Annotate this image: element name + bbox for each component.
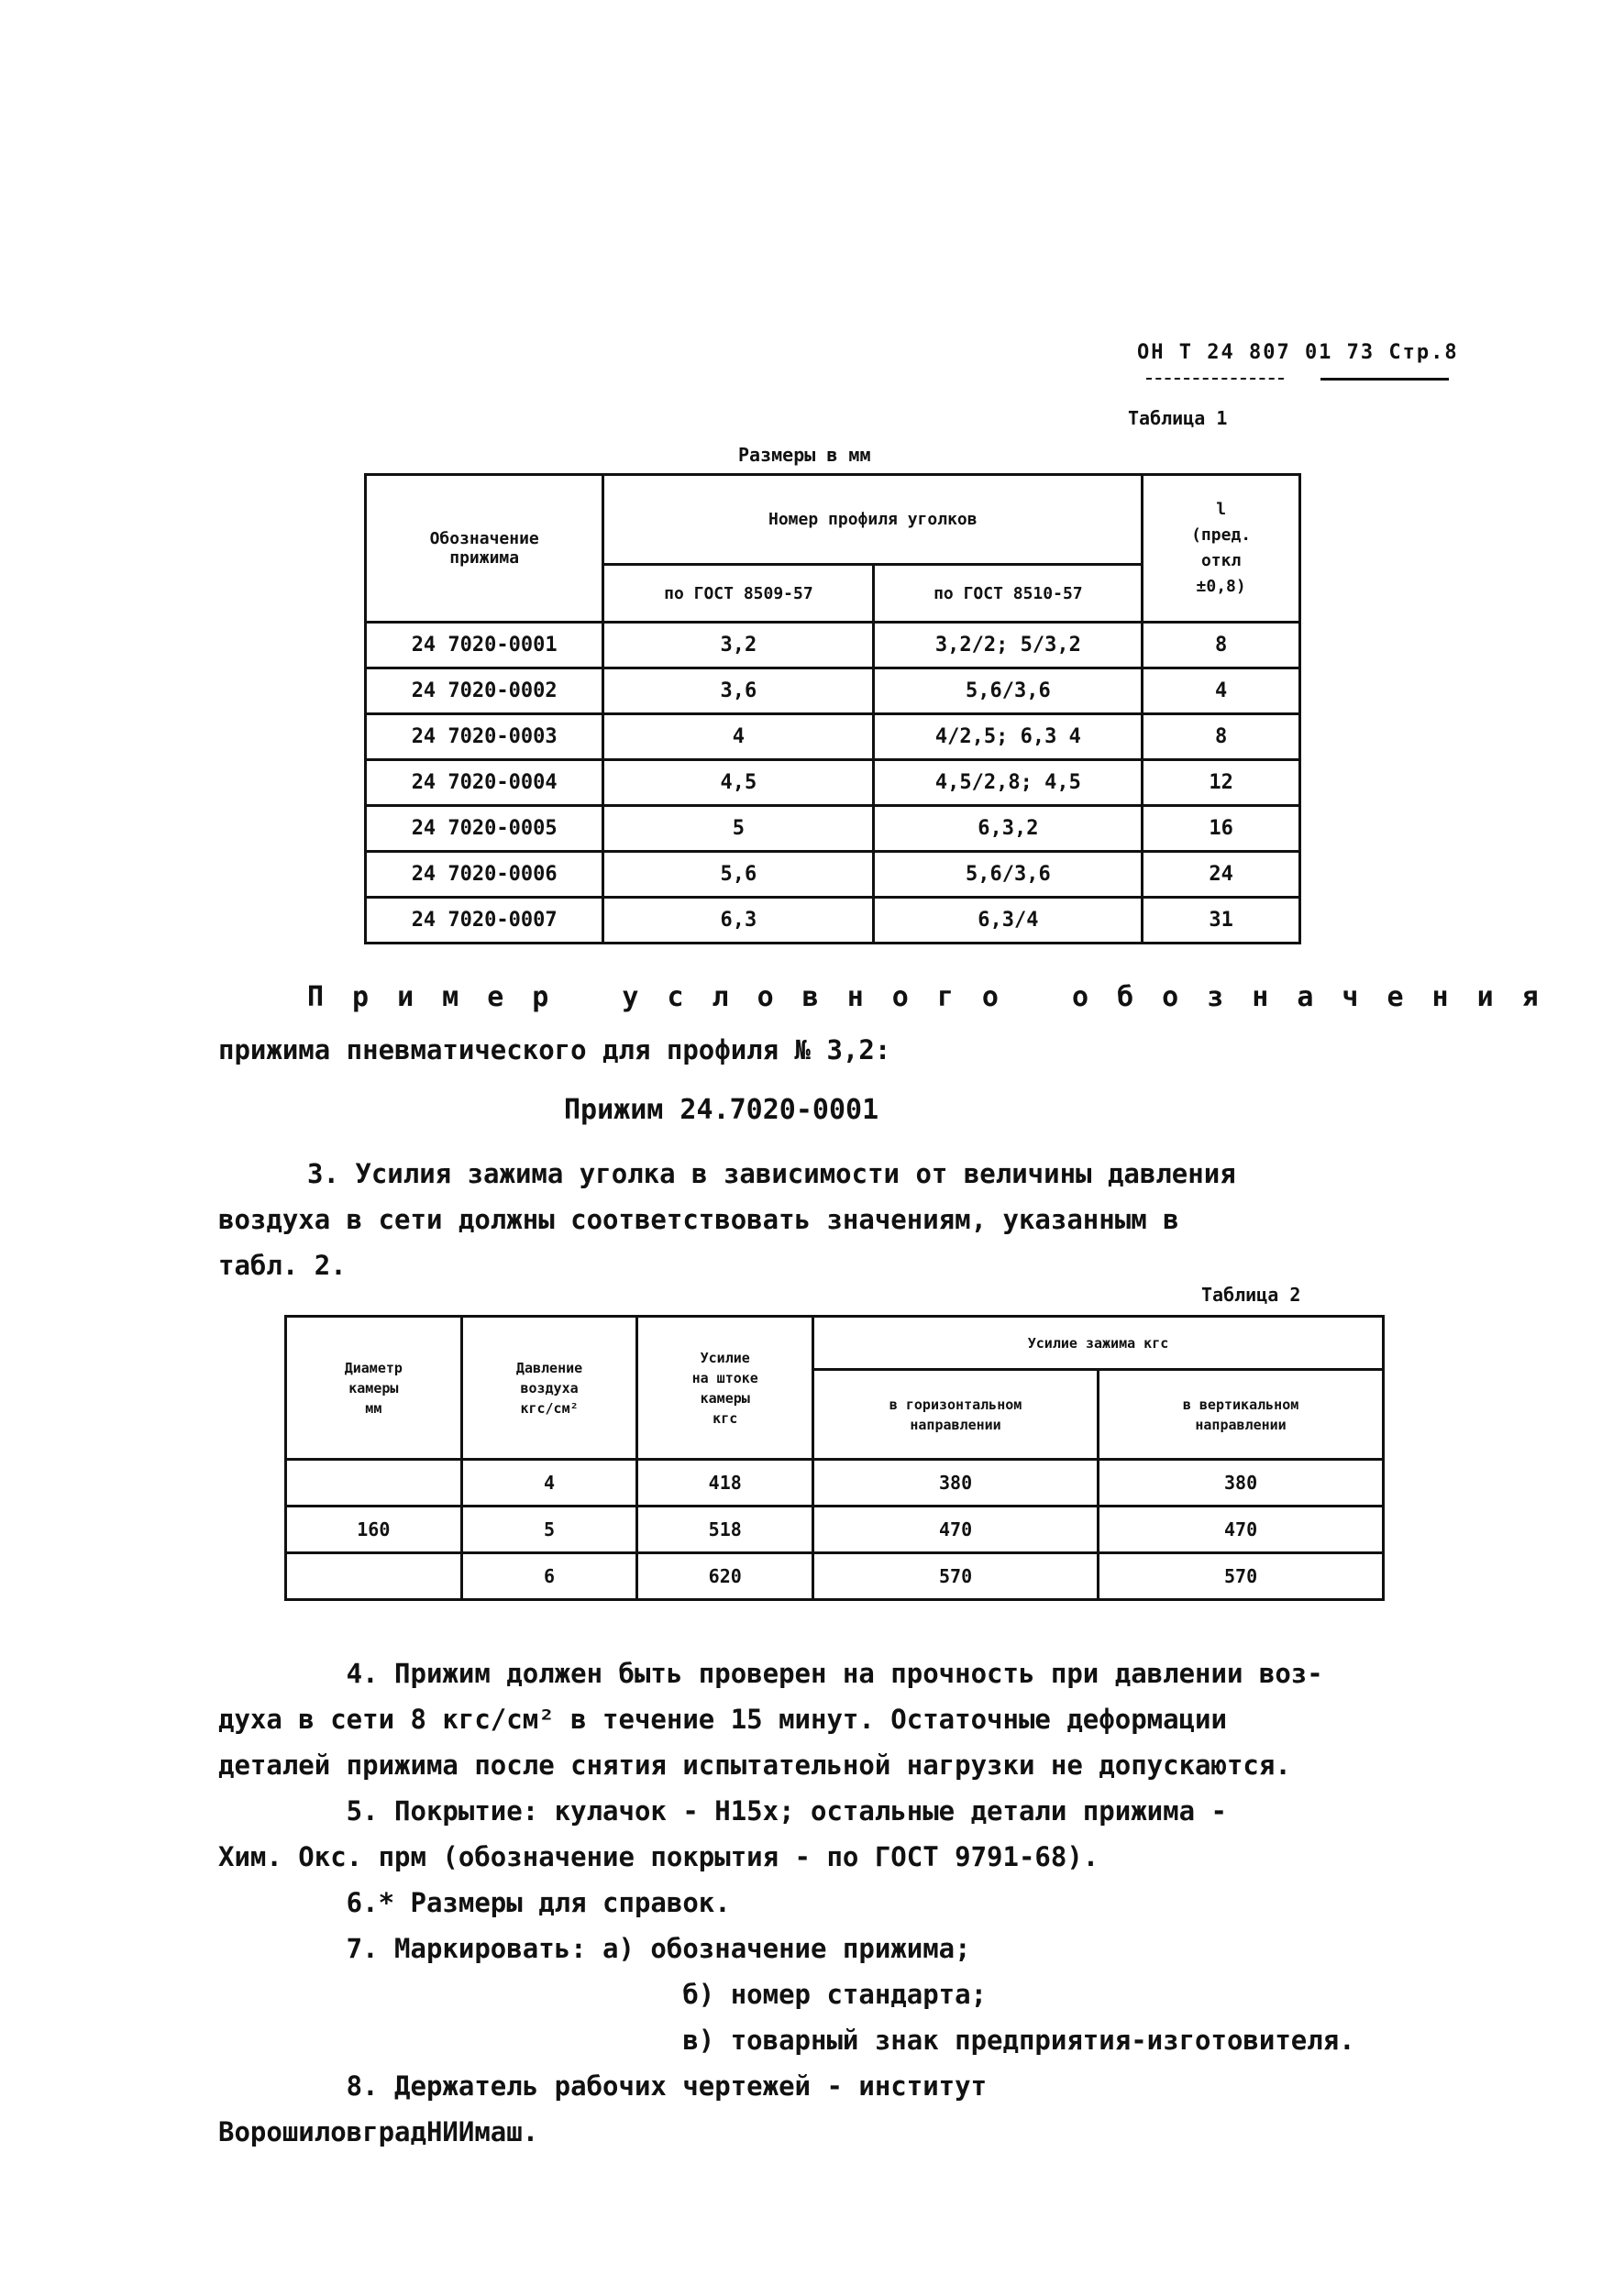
- example-line: прижима пневматического для профиля № 3,2:: [218, 1034, 891, 1065]
- table2-cell: 570: [813, 1553, 1099, 1600]
- table1-cell: 24 7020-0004: [366, 760, 603, 806]
- para-line: деталей прижима после снятия испытательной нагрузки не допускаются.: [218, 1750, 1291, 1781]
- para3-line3: табл. 2.: [218, 1250, 347, 1281]
- table-row: [366, 898, 1300, 944]
- table2-header-diameter: Диаметр камеры мм: [286, 1317, 462, 1460]
- table1-header-gost8510: по ГОСТ 8510-57: [874, 565, 1143, 623]
- table1-cell: 24: [1143, 852, 1300, 898]
- table2-cell: [286, 1460, 462, 1507]
- table1-cell: 6,3: [603, 898, 874, 944]
- example-heading: Пример условного обозначения: [307, 981, 1567, 1013]
- table1-header-l: l (пред. откл ±0,8): [1143, 475, 1300, 623]
- table2-cell: 380: [813, 1460, 1099, 1507]
- para3-line2: воздуха в сети должны соответствовать значениям, указанным в: [218, 1204, 1179, 1235]
- para-line: в) товарный знак предприятия-изготовителя.: [218, 2025, 1355, 2056]
- table1-cell: 24 7020-0005: [366, 806, 603, 852]
- table1-cell: 8: [1143, 623, 1300, 668]
- table1-cell: 3,2: [603, 623, 874, 668]
- header-underline: [1146, 378, 1284, 380]
- table2-header-pressure: Давление воздуха кгс/см²: [461, 1317, 637, 1460]
- table2-cell: 470: [1099, 1507, 1384, 1553]
- table2-cell: 470: [813, 1507, 1099, 1553]
- table-row: [366, 806, 1300, 852]
- table1-cell: 8: [1143, 714, 1300, 760]
- table1-cell: 31: [1143, 898, 1300, 944]
- table2-header-horizontal: в горизонтальном направлении: [813, 1370, 1099, 1460]
- table1-header-designation: Обозначение прижима: [366, 475, 603, 623]
- table1: [364, 473, 1301, 944]
- table2-cell: 380: [1099, 1460, 1384, 1507]
- table1-cell: 5: [603, 806, 874, 852]
- table1-cell: 24 7020-0006: [366, 852, 603, 898]
- header-underline-page: [1320, 378, 1449, 381]
- table1-caption: Таблица 1: [1128, 407, 1228, 429]
- table1-cell: 3,2/2; 5/3,2: [874, 623, 1143, 668]
- table1-cell: 4,5: [603, 760, 874, 806]
- table2-caption: Таблица 2: [1201, 1284, 1301, 1306]
- table-row: [286, 1460, 1384, 1507]
- para-line: ВорошиловградНИИмаш.: [218, 2116, 539, 2147]
- table2-cell: 418: [637, 1460, 813, 1507]
- para-line: 7. Маркировать: а) обозначение прижима;: [218, 1933, 971, 1964]
- table1-cell: 5,6/3,6: [874, 852, 1143, 898]
- table1-header-gost8509: по ГОСТ 8509-57: [603, 565, 874, 623]
- table1-cell: 6,3,2: [874, 806, 1143, 852]
- table1-header-profile: Номер профиля уголков: [603, 475, 1143, 565]
- table-row: [286, 1507, 1384, 1553]
- table1-cell: 4: [1143, 668, 1300, 714]
- table1-cell: 24 7020-0002: [366, 668, 603, 714]
- para-line: духа в сети 8 кгс/см² в течение 15 минут. Остаточные деформации: [218, 1704, 1227, 1735]
- para-line: 5. Покрытие: кулачок - Н15х; остальные детали прижима -: [218, 1795, 1227, 1827]
- table2-header-clamp: Усилие зажима кгс: [813, 1317, 1384, 1370]
- table1-cell: 24 7020-0001: [366, 623, 603, 668]
- table1-units: Размеры в мм: [738, 444, 871, 466]
- table2-cell: 4: [461, 1460, 637, 1507]
- table2-cell: 518: [637, 1507, 813, 1553]
- document-code: ОН Т 24 807 01 73 Стр.8: [1137, 341, 1459, 364]
- table-row: [286, 1553, 1384, 1600]
- table2-cell: 160: [286, 1507, 462, 1553]
- para3-line1: 3. Усилия зажима уголка в зависимости от величины давления: [307, 1158, 1236, 1189]
- para-line: Хим. Окс. прм (обозначение покрытия - по ГОСТ 9791-68).: [218, 1841, 1099, 1872]
- table1-cell: 24 7020-0003: [366, 714, 603, 760]
- table-row: [366, 623, 1300, 668]
- table1-cell: 3,6: [603, 668, 874, 714]
- table-row: [366, 852, 1300, 898]
- table2-header-force: Усилие на штоке камеры кгс: [637, 1317, 813, 1460]
- table2-header-vertical: в вертикальном направлении: [1099, 1370, 1384, 1460]
- table2: [284, 1315, 1385, 1601]
- table2-cell: 5: [461, 1507, 637, 1553]
- table1-cell: 24 7020-0007: [366, 898, 603, 944]
- table1-cell: 12: [1143, 760, 1300, 806]
- table-row: [366, 714, 1300, 760]
- table1-cell: 16: [1143, 806, 1300, 852]
- para-line: 4. Прижим должен быть проверен на прочность при давлении воз-: [218, 1658, 1323, 1689]
- table1-cell: 5,6/3,6: [874, 668, 1143, 714]
- table2-cell: 6: [461, 1553, 637, 1600]
- table2-cell: 570: [1099, 1553, 1384, 1600]
- table1-cell: 4/2,5; 6,3 4: [874, 714, 1143, 760]
- para-line: 8. Держатель рабочих чертежей - институт: [218, 2070, 988, 2102]
- table2-cell: [286, 1553, 462, 1600]
- para-line: 6.* Размеры для справок.: [218, 1887, 731, 1918]
- table1-cell: 5,6: [603, 852, 874, 898]
- table-row: [366, 668, 1300, 714]
- table-row: [366, 760, 1300, 806]
- table1-cell: 4,5/2,8; 4,5: [874, 760, 1143, 806]
- para-line: б) номер стандарта;: [218, 1979, 988, 2010]
- table2-cell: 620: [637, 1553, 813, 1600]
- example-designation: Прижим 24.7020-0001: [564, 1094, 879, 1126]
- table1-cell: 6,3/4: [874, 898, 1143, 944]
- table1-cell: 4: [603, 714, 874, 760]
